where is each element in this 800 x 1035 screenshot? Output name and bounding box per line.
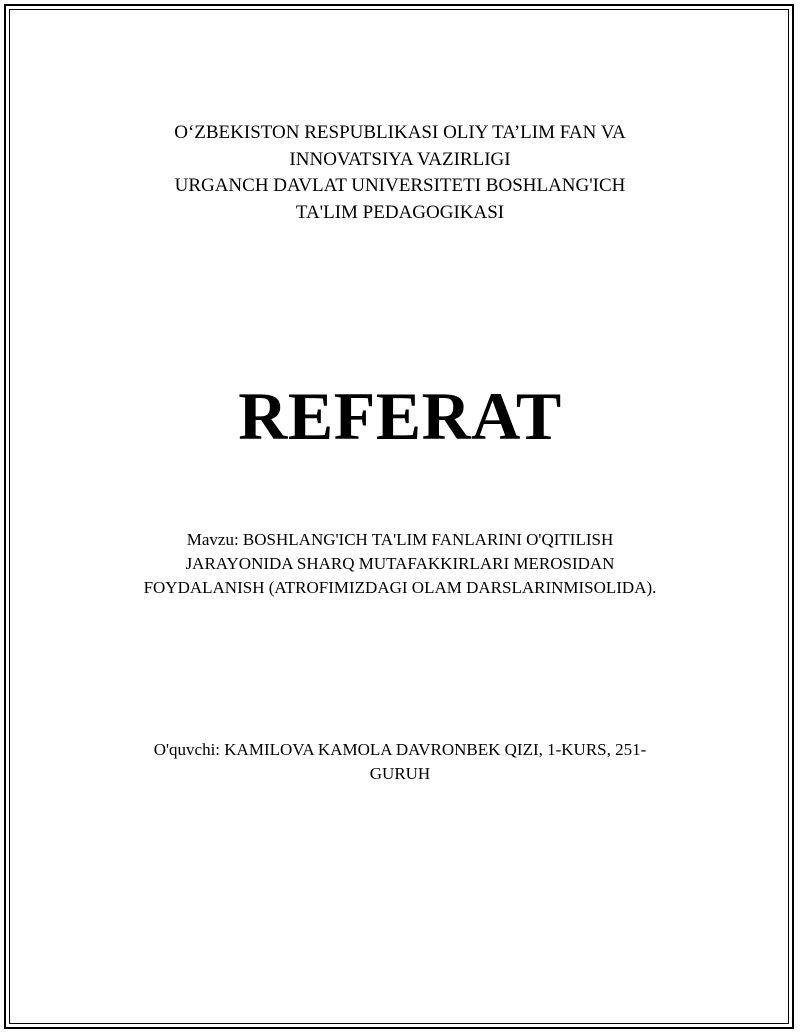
document-title: REFERAT bbox=[238, 378, 562, 454]
topic-line: Mavzu: BOSHLANG'ICH TA'LIM FANLARINI O'QITILISH bbox=[186, 530, 614, 549]
header-line: O‘ZBEKISTON RESPUBLIKASI OLIY TA’LIM FAN VA bbox=[174, 122, 626, 143]
topic-line: FOYDALANISH (ATROFIMIZDAGI OLAM DARSLARINMISOLIDA). bbox=[143, 578, 657, 597]
topic-block bbox=[0, 528, 800, 600]
header-line: TA'LIM PEDAGOGIKASI bbox=[295, 201, 505, 223]
student-block bbox=[0, 738, 800, 786]
topic-line: JARAYONIDA SHARQ MUTAFAKKIRLARI MEROSIDAN bbox=[185, 554, 615, 573]
header-line: URGANCH DAVLAT UNIVERSITETI BOSHLANG'ICH bbox=[174, 175, 626, 196]
student-line: GURUH bbox=[369, 764, 431, 783]
header-line: INNOVATSIYA VAZIRLIGI bbox=[289, 148, 511, 170]
student-line: O'quvchi: KAMILOVA KAMOLA DAVRONBEK QIZI, 1-KURS, 251- bbox=[153, 740, 647, 759]
ministry-header bbox=[0, 120, 800, 226]
